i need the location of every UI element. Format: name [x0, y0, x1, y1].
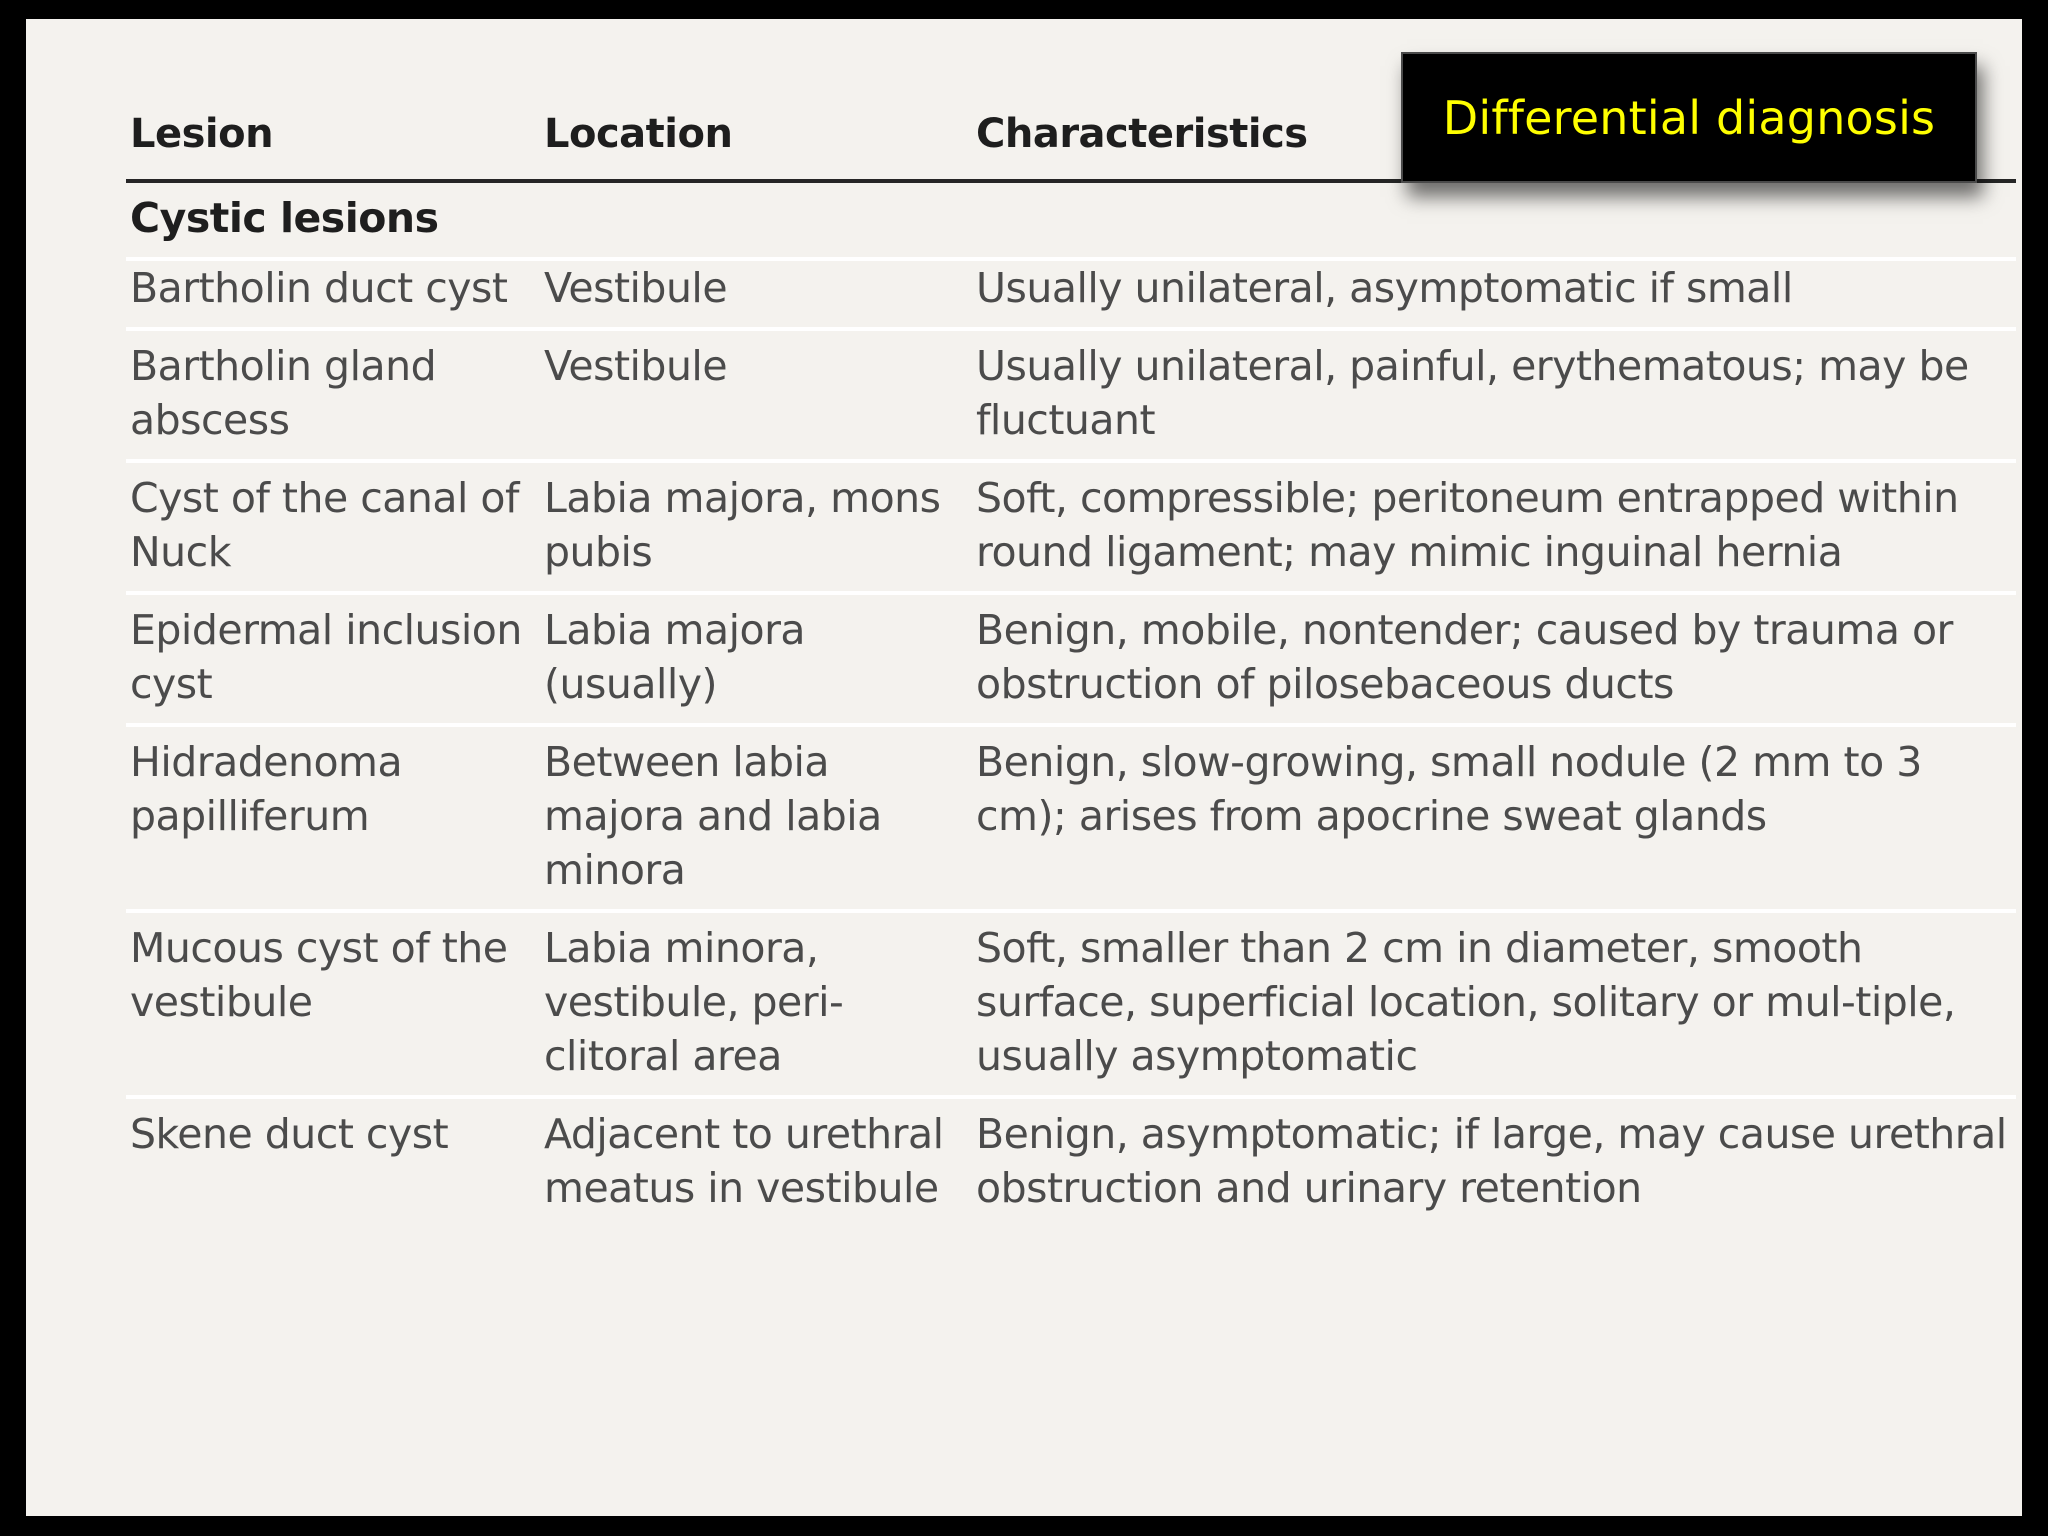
header-characteristics: Characteristics [972, 97, 2016, 181]
cell-characteristics: Usually unilateral, painful, erythematous; may be fluctuant [972, 329, 2016, 461]
cell-location: Vestibule [540, 329, 972, 461]
cell-lesion: Bartholin duct cyst [126, 259, 540, 329]
cell-location: Vestibule [540, 259, 972, 329]
table-wrapper [126, 97, 2016, 1227]
section-heading: Cystic lesions [126, 181, 2016, 259]
header-lesion: Lesion [126, 97, 540, 181]
cell-location: Labia minora, vestibule, peri-clitoral area [540, 911, 972, 1097]
table-row [126, 461, 2016, 593]
differential-diagnosis-table [126, 97, 2016, 1227]
table-row [126, 259, 2016, 329]
table-row [126, 1097, 2016, 1227]
cell-lesion: Mucous cyst of the vestibule [126, 911, 540, 1097]
cell-location: Between labia majora and labia minora [540, 725, 972, 911]
cell-characteristics: Soft, compressible; peritoneum entrapped within round ligament; may mimic inguinal hernia [972, 461, 2016, 593]
cell-lesion: Skene duct cyst [130, 1110, 449, 1158]
cell-lesion: Cyst of the canal of Nuck [126, 461, 540, 593]
cell-lesion: Epidermal inclusion cyst [126, 593, 540, 725]
cell-lesion: Bartholin gland abscess [126, 329, 540, 461]
cell-location: Adjacent to urethral meatus in vestibule [544, 1110, 944, 1212]
section-row [126, 181, 2016, 259]
slide-title: Differential diagnosis [1442, 90, 1936, 145]
header-location: Location [540, 97, 972, 181]
table-panel [26, 19, 2022, 1516]
table-row [126, 725, 2016, 911]
table-row [126, 329, 2016, 461]
cell-characteristics: Usually unilateral, asymptomatic if small [972, 259, 2016, 329]
table-row [126, 911, 2016, 1097]
slide-title-box [1401, 52, 1977, 183]
cell-characteristics: Soft, smaller than 2 cm in diameter, smooth surface, superficial location, solitary or mul-tiple, usually asymptomatic [972, 911, 2016, 1097]
cell-location: Labia majora, mons pubis [540, 461, 972, 593]
cell-lesion: Hidradenoma papilliferum [126, 725, 540, 911]
table-row [126, 593, 2016, 725]
cell-characteristics: Benign, asymptomatic; if large, may cause urethral obstruction and urinary retention [976, 1110, 2007, 1212]
cell-location: Labia majora (usually) [540, 593, 972, 725]
cell-characteristics: Benign, slow-growing, small nodule (2 mm to 3 cm); arises from apocrine sweat glands [972, 725, 2016, 911]
cell-characteristics: Benign, mobile, nontender; caused by trauma or obstruction of pilosebaceous ducts [972, 593, 2016, 725]
